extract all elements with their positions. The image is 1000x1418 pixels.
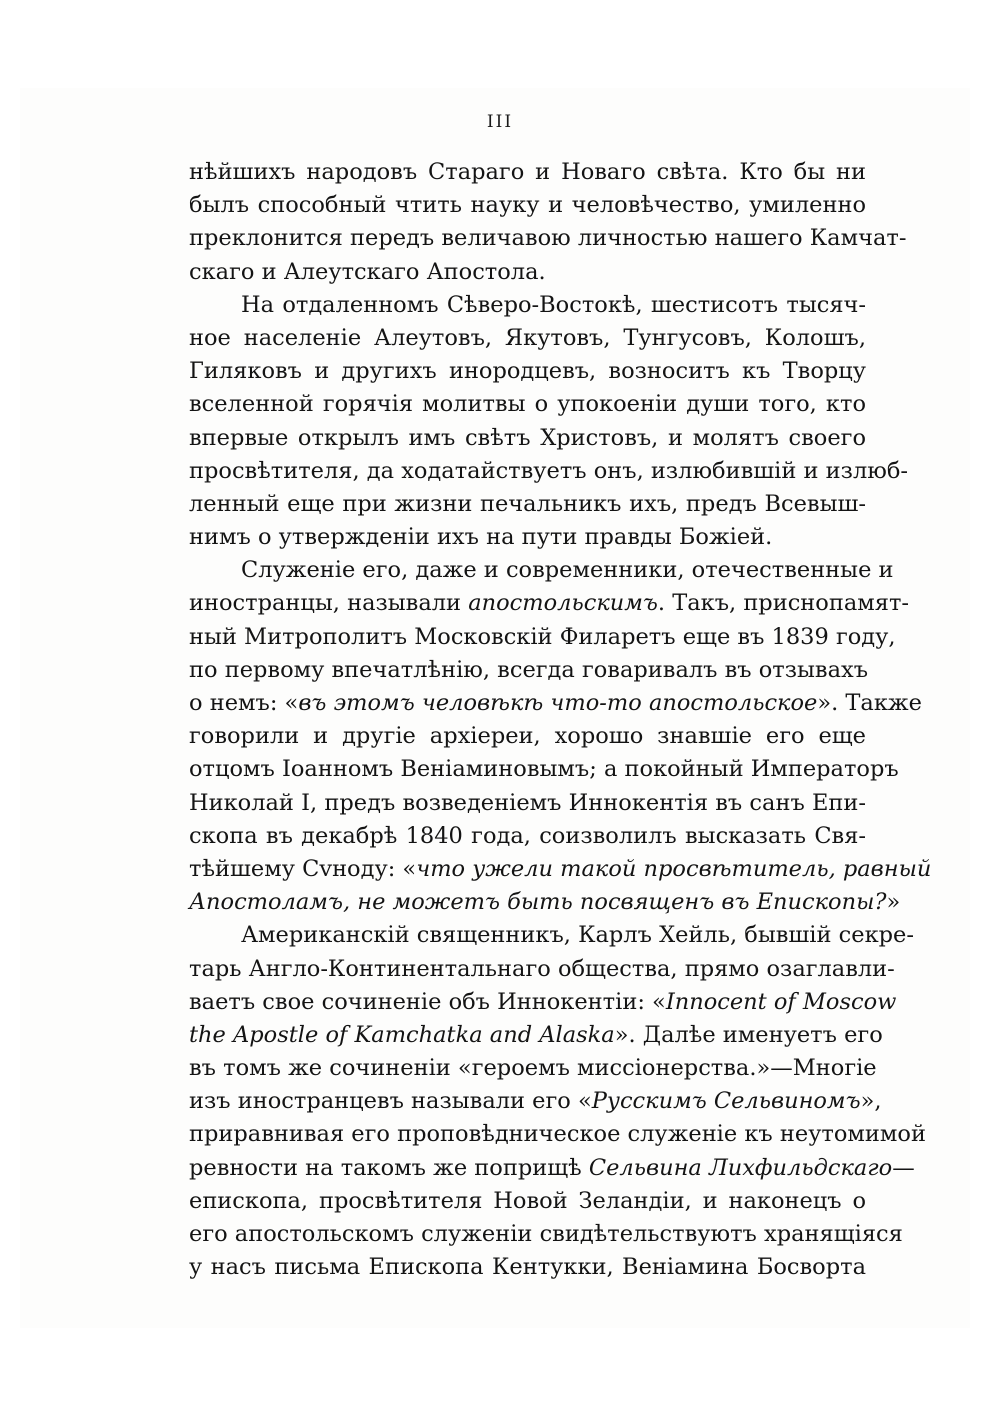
line-text: изъ иностранцевъ называли его «: [189, 1088, 592, 1115]
line-text: его апостольскомъ служенiи свидѣтельствуютъ хранящiяся: [189, 1221, 903, 1247]
text-line: [189, 355, 866, 388]
line-text: ». Также: [817, 690, 922, 716]
line-text: Гиляковъ и другихъ инородцевъ, возноситъ къ Творцу: [189, 358, 866, 385]
line-text: ленный еще при жизни печальникъ ихъ, предъ Всевыш-: [189, 490, 866, 517]
line-text: »: [886, 889, 901, 916]
line-text: иностранцы, называли: [189, 590, 469, 617]
line-text: отцомъ Iоанномъ Венiаминовымъ; а покойный Императоръ: [189, 756, 899, 783]
italic-text: что ужели такой просвѣтитель, равный: [416, 855, 932, 882]
text-line: [189, 1019, 883, 1052]
line-text: приравнивая его проповѣдническое служенiе къ неутомимой: [189, 1121, 926, 1148]
text-line: [189, 621, 896, 654]
line-text: тѣйшему Сvноду: «: [189, 855, 417, 882]
text-line: [189, 388, 866, 421]
line-text: скопа въ декабрѣ 1840 года, соизволилъ высказать Свя-: [189, 822, 866, 849]
line-text: преклонится передъ величавою личностью нашего Камчат-: [189, 225, 907, 252]
text-line: [189, 422, 866, 455]
text-line: [189, 687, 922, 720]
text-line: [189, 1185, 866, 1218]
line-text: ное населенiе Алеутовъ, Якутовъ, Тунгусовъ, Колошъ,: [189, 324, 866, 351]
text-line: [189, 455, 908, 488]
italic-text: Сельвина Лихфильдскаго: [588, 1154, 893, 1181]
text-line: [189, 156, 866, 189]
italic-text: Innocent of Moscow: [665, 988, 897, 1015]
italic-text: the Apostle of Kamchatka and Alaska: [189, 1021, 615, 1048]
text-line: [189, 654, 869, 687]
text-line: [189, 820, 866, 853]
line-text: былъ способный чтить науку и человѣчество, умиленно: [189, 192, 866, 219]
text-line: [189, 986, 897, 1019]
text-line: [189, 1118, 926, 1151]
page-number: III: [486, 112, 514, 132]
italic-text: Апостоламъ, не можетъ быть посвященъ въ Епископы?: [189, 889, 887, 916]
text-line: [189, 1152, 915, 1185]
line-text: »,: [860, 1088, 882, 1115]
line-text: тарь Англо-Континентальнаго общества, прямо озаглавли-: [189, 955, 895, 982]
line-text: На отдаленномъ Сѣверо-Востокѣ, шестисотъ тысяч-: [241, 291, 866, 318]
text-line: [189, 787, 866, 820]
line-text: у насъ письма Епископа Кентукки, Венiамина Босворта: [189, 1254, 866, 1281]
line-text: вселенной горячiя молитвы о упокоенiи души того, кто: [189, 391, 866, 418]
line-text: —: [892, 1154, 915, 1181]
text-line: [189, 953, 895, 986]
italic-text: въ этомъ человѣкѣ что-то апостольское: [298, 690, 818, 716]
text-line: [189, 1052, 877, 1085]
text-line: [189, 1218, 903, 1251]
text-line: [189, 289, 866, 322]
line-text: просвѣтителя, да ходатайствуетъ онъ, излюбившiй и излюб-: [189, 457, 908, 484]
line-text: говорили и другiе архiереи, хорошо знавшiе его еще: [189, 723, 866, 750]
line-text: Служенiе его, даже и современники, отечественные и: [241, 557, 894, 584]
text-line: [189, 554, 894, 587]
text-line: [189, 1085, 882, 1118]
text-line: [189, 521, 866, 554]
line-text: . Такъ, приснопамят-: [657, 590, 910, 617]
line-text: ревности на такомъ же поприщѣ: [189, 1154, 589, 1181]
line-text: ». Далѣе именуетъ его: [614, 1021, 883, 1048]
text-line: [189, 753, 899, 786]
italic-text: апостольскимъ: [468, 590, 658, 617]
text-line: [189, 256, 866, 289]
line-text: впервые открылъ имъ свѣтъ Христовъ, и молятъ своего: [189, 424, 866, 451]
line-text: ваетъ свое сочиненiе объ Иннокентiи: «: [189, 988, 666, 1015]
text-line: [189, 189, 866, 222]
line-text: по первому впечатлѣнiю, всегда говаривалъ въ отзывахъ: [189, 656, 869, 683]
text-line: [189, 720, 866, 753]
italic-text: Русскимъ Сельвиномъ: [591, 1088, 861, 1115]
text-line: [189, 919, 914, 952]
line-text: епископа, просвѣтителя Новой Зеландiи, и наконецъ о: [189, 1187, 866, 1214]
body-text: [189, 156, 932, 1284]
line-text: скаго и Алеутскаго Апостола.: [189, 258, 546, 285]
text-line: [189, 853, 932, 886]
line-text: Николай I, предъ возведенiемъ Иннокентiя въ санъ Епи-: [189, 789, 866, 816]
text-line: [189, 222, 907, 255]
text-line: [189, 322, 866, 355]
line-text: ный Митрополитъ Московскiй Филаретъ еще въ 1839 году,: [189, 623, 896, 650]
text-line: [189, 488, 866, 521]
line-text: нѣйшихъ народовъ Стараго и Новаго свѣта. Кто бы ни: [189, 159, 866, 185]
line-text: нимъ о утвержденiи ихъ на пути правды Божiей.: [189, 524, 773, 551]
text-line: [189, 886, 901, 919]
line-text: о немъ: «: [189, 690, 299, 716]
line-text: въ томъ же сочиненiи «героемъ миссiонерства.»—Многiе: [189, 1055, 877, 1082]
text-line: [189, 1251, 866, 1284]
text-line: [189, 587, 910, 620]
line-text: Американскiй священникъ, Карлъ Хейль, бывшiй секре-: [241, 922, 914, 949]
